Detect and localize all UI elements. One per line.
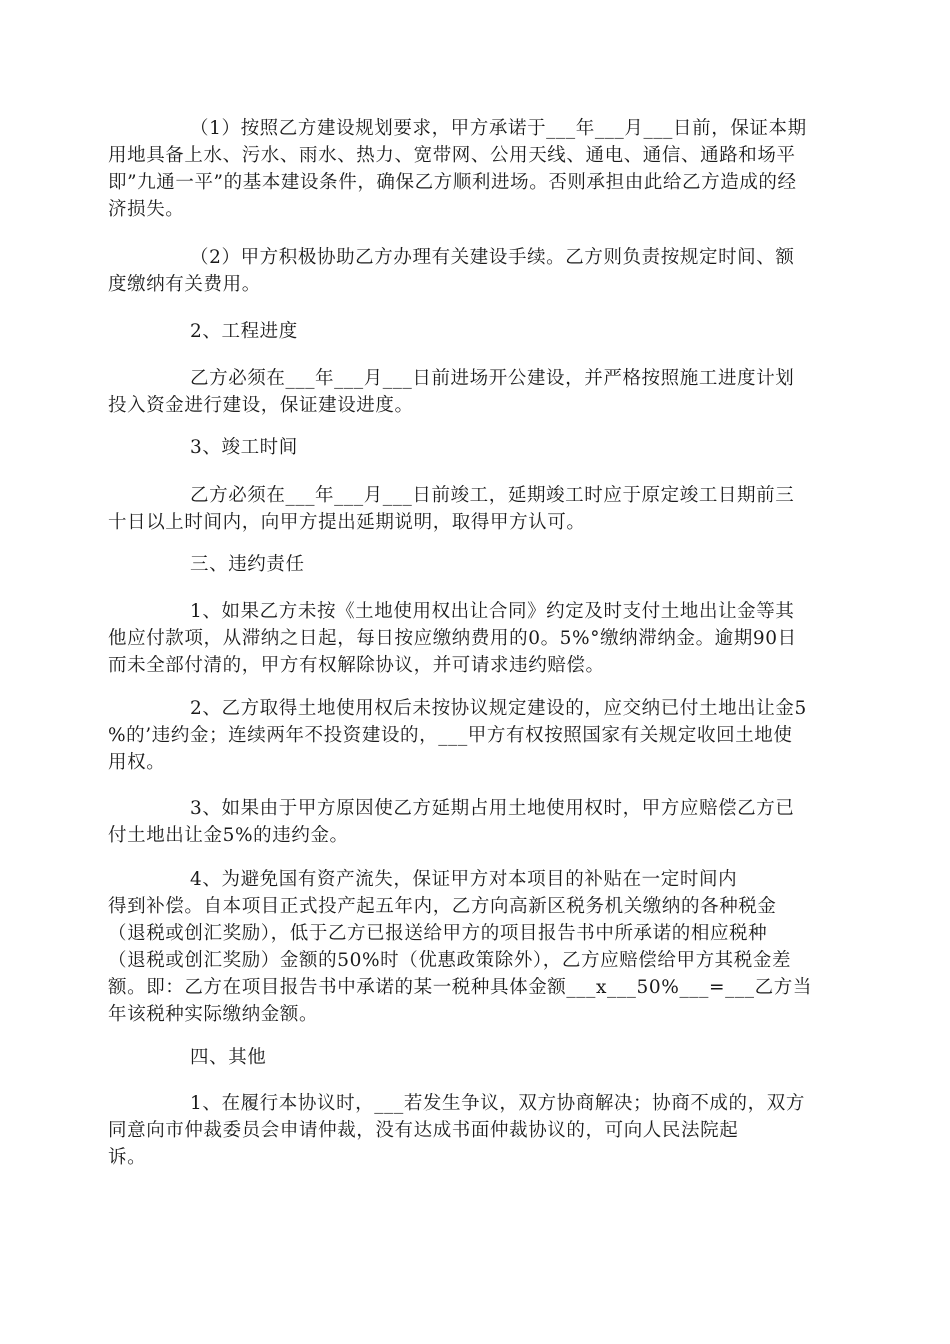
paragraph-line: 诉。 bbox=[108, 1147, 147, 1168]
section-heading: 3、竣工时间 bbox=[190, 437, 298, 458]
paragraph-line: 十日以上时间内，向甲方提出延期说明，取得甲方认可。 bbox=[108, 512, 586, 533]
paragraph-line: 同意向市仲裁委员会申请仲裁，没有达成书面仲裁协议的，可向人民法院起 bbox=[108, 1120, 739, 1141]
paragraph-line: 付土地出让金5%的违约金。 bbox=[108, 825, 349, 846]
paragraph-line: %的’违约金；连续两年不投资建设的，___甲方有权按照国家有关规定收回土地使 bbox=[108, 725, 793, 746]
paragraph-line: （退税或创汇奖励），低于乙方已报送给甲方的项目报告书中所承诺的相应税种 bbox=[108, 923, 768, 944]
paragraph-line: 得到补偿。自本项目正式投产起五年内，乙方向高新区税务机关缴纳的各种税金 bbox=[108, 896, 777, 917]
paragraph-line: 3、如果由于甲方原因使乙方延期占用土地使用权时，甲方应赔偿乙方已 bbox=[190, 798, 795, 819]
paragraph-line: 即”九通一平”的基本建设条件，确保乙方顺利进场。否则承担由此给乙方造成的经 bbox=[108, 172, 797, 193]
paragraph-line: （退税或创汇奖励）金额的50%时（优惠政策除外），乙方应赔偿给甲方其税金差 bbox=[108, 950, 792, 971]
paragraph-line: 4、为避免国有资产流失，保证甲方对本项目的补贴在一定时间内 bbox=[190, 869, 738, 890]
section-heading: 四、其他 bbox=[190, 1047, 267, 1068]
paragraph-line: 用权。 bbox=[108, 752, 166, 773]
section-heading: 三、违约责任 bbox=[190, 554, 305, 575]
paragraph-line: 乙方必须在___年___月___日前竣工，延期竣工时应于原定竣工日期前三 bbox=[190, 485, 795, 506]
paragraph-line: 年该税种实际缴纳金额。 bbox=[108, 1004, 319, 1025]
paragraph-line: 额。即：乙方在项目报告书中承诺的某一税种具体金额___x___50%___=___乙方当 bbox=[108, 977, 812, 998]
paragraph-line: 2、乙方取得土地使用权后未按协议规定建设的，应交纳已付土地出让金5 bbox=[190, 698, 807, 719]
paragraph-line: 济损失。 bbox=[108, 199, 185, 220]
paragraph-line: （2）甲方积极协助乙方办理有关建设手续。乙方则负责按规定时间、额 bbox=[190, 247, 795, 268]
paragraph-line: 乙方必须在___年___月___日前进场开公建设，并严格按照施工进度计划 bbox=[190, 368, 795, 389]
paragraph-line: 他应付款项，从滞纳之日起，每日按应缴纳费用的0。5%°缴纳滞纳金。逾期90日 bbox=[108, 628, 797, 649]
paragraph-line: 用地具备上水、污水、雨水、热力、宽带网、公用天线、通电、通信、通路和场平 bbox=[108, 145, 796, 166]
section-heading: 2、工程进度 bbox=[190, 321, 298, 342]
paragraph-line: 投入资金进行建设，保证建设进度。 bbox=[108, 395, 414, 416]
paragraph-line: 1、如果乙方未按《土地使用权出让合同》约定及时支付土地出让金等其 bbox=[190, 601, 795, 622]
paragraph-line: 1、在履行本协议时，___若发生争议，双方协商解决；协商不成的，双方 bbox=[190, 1093, 805, 1114]
paragraph-line: 而未全部付清的，甲方有权解除协议，并可请求违约赔偿。 bbox=[108, 655, 605, 676]
paragraph-line: （1）按照乙方建设规划要求，甲方承诺于___年___月___日前，保证本期 bbox=[190, 118, 807, 139]
paragraph-line: 度缴纳有关费用。 bbox=[108, 274, 261, 295]
